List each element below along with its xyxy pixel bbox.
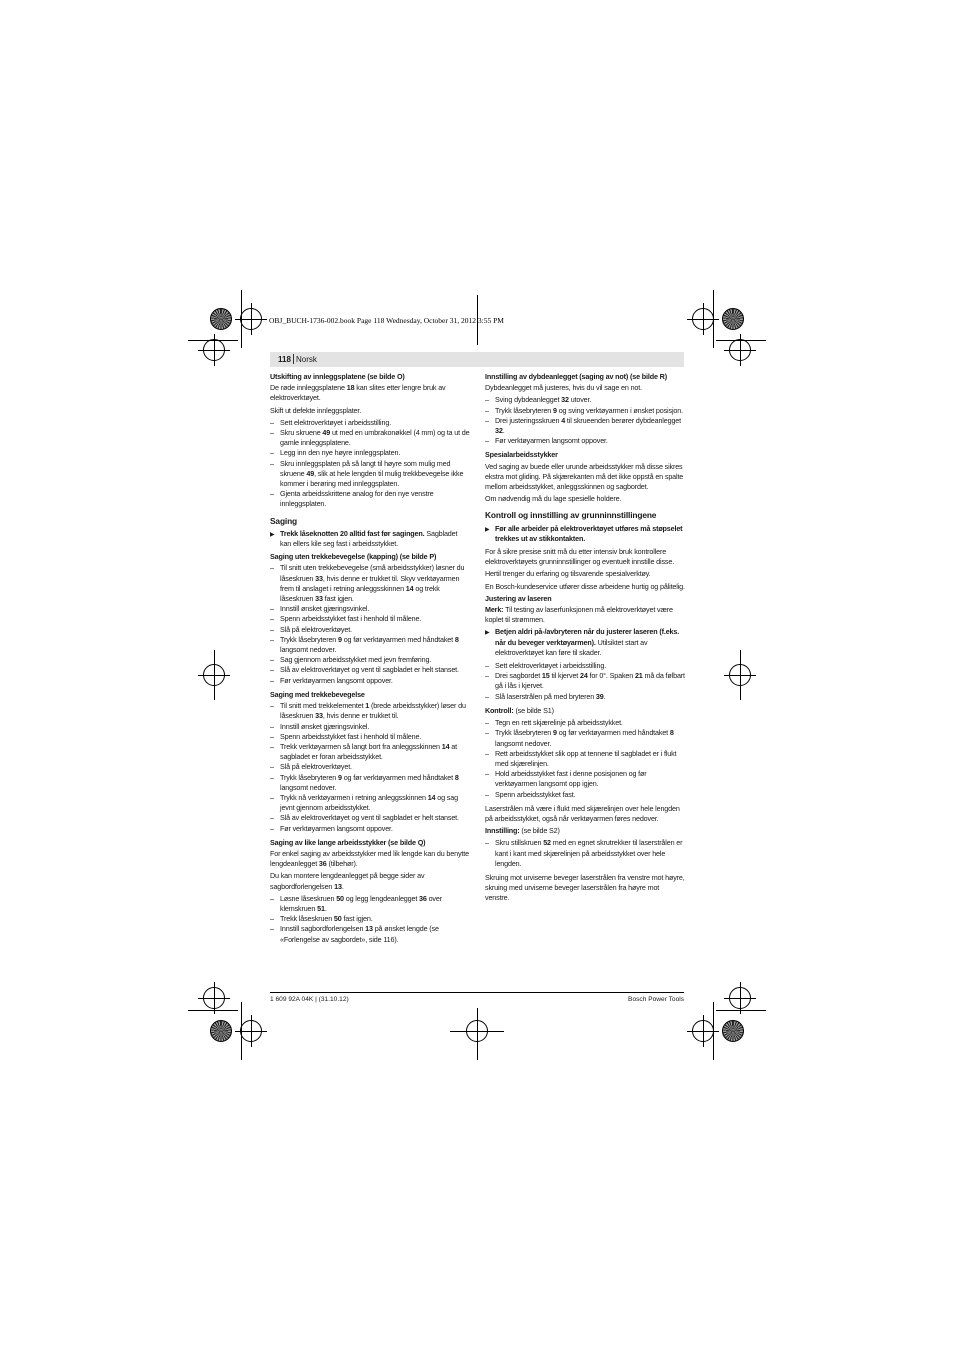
list-item: – Drei sagbordet 15 til kjervet 24 for 0°. Spaken 21 må da følbart gå i lås i kjervet.: [485, 671, 685, 691]
list-item: – Gjenta arbeidsskrittene analog for den nye venstre innleggsplaten.: [270, 489, 470, 509]
left-column: [270, 372, 470, 949]
page-number: 118: [278, 355, 291, 364]
list-item: – Skru stillskruen 52 med en egnet skrutrekker til laserstrålen er kant i kant med skjærelinjen på arbeidsstykket over hele lengden.: [485, 838, 685, 869]
list-item: – Slå av elektroverktøyet og vent til sagbladet er helt stanset.: [270, 665, 470, 675]
language-label: Norsk: [296, 355, 317, 364]
list-item: – Trykk låsebryteren 9 og sving verktøyarmen i ønsket posisjon.: [485, 406, 685, 416]
list-item: – Skru skruene 49 ut med en umbrakonøkkel (4 mm) og ta ut de gamle innleggsplatene.: [270, 428, 470, 448]
right-column: [485, 372, 685, 906]
bullet-list: [270, 418, 470, 510]
list-item: – Sett elektroverktøyet i arbeidsstilling.: [270, 418, 470, 428]
list-item: – Innstill ønsket gjæringsvinkel.: [270, 604, 470, 614]
section-subheading: Utskifting av innleggsplatene (se bilde O): [270, 372, 405, 381]
section-subheading: Saging av like lange arbeidsstykker (se bilde Q): [270, 837, 426, 847]
section-subheading: Saging uten trekkebevegelse (kapping) (se bilde P): [270, 552, 437, 562]
registration-mark-icon: [240, 1020, 262, 1042]
paragraph: Om nødvendig må du lage spesielle holdere.: [485, 494, 622, 504]
paragraph: De røde innleggsplatene 18 kan slites etter lengre bruk av elektroverktøyet.: [270, 383, 446, 403]
list-item: – Trykk låsebryteren 9 og før verktøyarmen med håndtaket 8 langsomt nedover.: [485, 728, 685, 748]
registration-mark-icon: [729, 664, 751, 686]
bullet-list: [270, 701, 470, 834]
paragraph: Ved saging av buede eller urunde arbeidsstykker må disse sikres ekstra mot gliding. På skjærekanten må det ikke oppstå en spalte mellom arbeidsstykket, anleggsskinnen og sagbordet.: [485, 461, 684, 492]
paragraph: Skift ut defekte innleggsplater.: [270, 405, 362, 415]
list-item: – Slå laserstrålen på med bryteren 39.: [485, 692, 685, 702]
list-item: – Trekk låseskruen 50 fast igjen.: [270, 914, 470, 924]
footer-doc-number: 1 609 92A 04K | (31.10.12): [270, 996, 349, 1003]
section-heading: Kontroll og innstilling av grunninnstillingene: [485, 510, 657, 521]
list-item: – Slå av elektroverktøyet og vent til sagbladet er helt stanset.: [270, 813, 470, 823]
list-item: – Slå på elektroverktøyet.: [270, 625, 470, 635]
list-item: – Før verktøyarmen langsomt oppover.: [270, 824, 470, 834]
paragraph: Merk: Til testing av laserfunksjonen må elektroverktøyet være koplet til strømmen.: [485, 605, 673, 625]
list-item: – Trekk verktøyarmen så langt bort fra anleggsskinnen 14 at sagbladet er foran arbeidsstykket.: [270, 742, 470, 762]
paragraph: Dybdeanlegget må justeres, hvis du vil sage en not.: [485, 383, 642, 393]
section-subheading: Justering av laseren: [485, 593, 552, 603]
list-item: – Til snitt med trekkelementet 1 (brede arbeidsstykker) løser du låseskruen 33, hvis denne er trukket til.: [270, 701, 470, 721]
footer-rule: [270, 992, 684, 993]
list-item: – Trykk låsebryteren 9 og før verktøyarmen med håndtaket 8 langsomt nedover.: [270, 635, 470, 655]
registration-mark-icon: [203, 987, 225, 1009]
file-info: OBJ_BUCH-1736-002.book Page 118 Wednesday, October 31, 2012 3:55 PM: [269, 316, 504, 325]
list-item: – Sving dybdeanlegget 32 utover.: [485, 395, 685, 405]
list-item: – Spenn arbeidsstykket fast i henhold til målene.: [270, 732, 470, 742]
paragraph: Kontroll: (se bilde S1): [485, 705, 554, 715]
section-subheading: Spesialarbeidsstykker: [485, 450, 558, 460]
section-subheading: Saging med trekkebevegelse: [270, 689, 365, 699]
section-heading: Saging: [270, 515, 298, 526]
bullet-list: [270, 563, 470, 685]
paragraph: Laserstrålen må være i flukt med skjærelinjen over hele lengden på arbeidsstykket, også når verktøyarmen føres nedover.: [485, 803, 680, 823]
paragraph: Du kan montere lengdeanlegget på begge sider av sagbordforlengelsen 13.: [270, 871, 425, 891]
bullet-list: [485, 838, 685, 869]
bullet-list: [270, 894, 470, 945]
list-item: – Innstill ønsket gjæringsvinkel.: [270, 722, 470, 732]
list-item: – Legg inn den nye høyre innleggsplaten.: [270, 448, 470, 458]
color-dial-icon: [722, 308, 744, 330]
paragraph: Innstilling: (se bilde S2): [485, 826, 560, 836]
registration-mark-icon: [692, 308, 714, 330]
registration-mark-icon: [203, 339, 225, 361]
paragraph: For enkel saging av arbeidsstykker med lik lengde kan du benytte lengdeanlegget 36 (tilbehør).: [270, 848, 469, 869]
warning-note: ▶ Før alle arbeider på elektroverktøyet utføres må støpselet trekkes ut av stikkontakten.: [485, 524, 685, 544]
list-item: – Før verktøyarmen langsomt oppover.: [270, 676, 470, 686]
bullet-list: [485, 718, 685, 800]
registration-mark-icon: [692, 1020, 714, 1042]
list-item: – Rett arbeidsstykket slik opp at tennene til sagbladet er i flukt med skjærelinjen.: [485, 749, 685, 769]
list-item: – Skru innleggsplaten på så langt til høyre som mulig med skruene 49, slik at hele lengden til mulig trekkbevegelse ikke kommer i berøring med innleggsplaten.: [270, 459, 470, 490]
footer-brand: Bosch Power Tools: [628, 996, 684, 1003]
list-item: – Drei justeringsskruen 4 til skrueenden berører dybdeanlegget 32.: [485, 416, 685, 436]
bullet-list: [485, 661, 685, 702]
list-item: – Før verktøyarmen langsomt oppover.: [485, 436, 685, 446]
color-dial-icon: [210, 1020, 232, 1042]
list-item: – Trykk nå verktøyarmen i retning anleggsskinnen 14 og sag jevnt gjennom arbeidsstykket.: [270, 793, 470, 813]
warning-note: ▶ Trekk låseknotten 20 alltid fast før sagingen. Sagbladet kan ellers kile seg fast i arbeidsstykket.: [270, 529, 470, 549]
list-item: – Spenn arbeidsstykket fast i henhold til målene.: [270, 614, 470, 624]
list-item: – Hold arbeidsstykket fast i denne posisjonen og før verktøyarmen langsomt opp igjen.: [485, 769, 685, 789]
paragraph: For å sikre presise snitt må du etter intensiv bruk kontrollere elektroverktøyets grunninnstillinger og eventuelt innstille disse.: [485, 547, 675, 567]
registration-mark-icon: [729, 339, 751, 361]
color-dial-icon: [722, 1020, 744, 1042]
list-item: – Tegn en rett skjærelinje på arbeidsstykket.: [485, 718, 685, 728]
list-item: – Til snitt uten trekkebevegelse (små arbeidsstykker) løsner du låseskruen 33, hvis denne er trukket til. Skyv verktøyarmen frem til anslaget i retning anleggsskinnen 14 og trekk låseskruen 33 fast igjen.: [270, 563, 470, 604]
color-dial-icon: [210, 308, 232, 330]
section-subheading: Innstilling av dybdeanlegget (saging av not) (se bilde R): [485, 372, 667, 381]
paragraph: Skruing mot urviserne beveger laserstrålen fra venstre mot høyre, skruing med urviserne beveger laserstrålen fra høyre mot venstre.: [485, 872, 685, 903]
list-item: – Slå på elektroverktøyet.: [270, 762, 470, 772]
registration-mark-icon: [729, 987, 751, 1009]
warning-note: ▶ Betjen aldri på-/avbryteren når du justerer laseren (f.eks. når du beveger verktøyarmen). Utilsiktet start av elektroverktøyet kan føre til skader.: [485, 627, 685, 658]
registration-mark-icon: [203, 664, 225, 686]
page-header: [270, 352, 684, 367]
list-item: – Løsne låseskruen 50 og legg lengdeanlegget 36 over klemskruen 51.: [270, 894, 470, 914]
paragraph: En Bosch-kundeservice utfører disse arbeidene hurtig og pålitelig.: [485, 581, 685, 591]
list-item: – Sag gjennom arbeidsstykket med jevn fremføring.: [270, 655, 470, 665]
registration-mark-icon: [466, 1020, 488, 1042]
list-item: – Innstill sagbordforlengelsen 13 på ønsket lengde (se «Forlengelse av sagbordet», side 116).: [270, 924, 470, 944]
bullet-list: [485, 395, 685, 446]
header-divider: [293, 354, 294, 364]
list-item: – Trykk låsebryteren 9 og før verktøyarmen med håndtaket 8 langsomt nedover.: [270, 773, 470, 793]
paragraph: Hertil trenger du erfaring og tilsvarende spesialverktøy.: [485, 569, 651, 579]
registration-mark-icon: [240, 308, 262, 330]
list-item: – Sett elektroverktøyet i arbeidsstilling.: [485, 661, 685, 671]
list-item: – Spenn arbeidsstykket fast.: [485, 790, 685, 800]
